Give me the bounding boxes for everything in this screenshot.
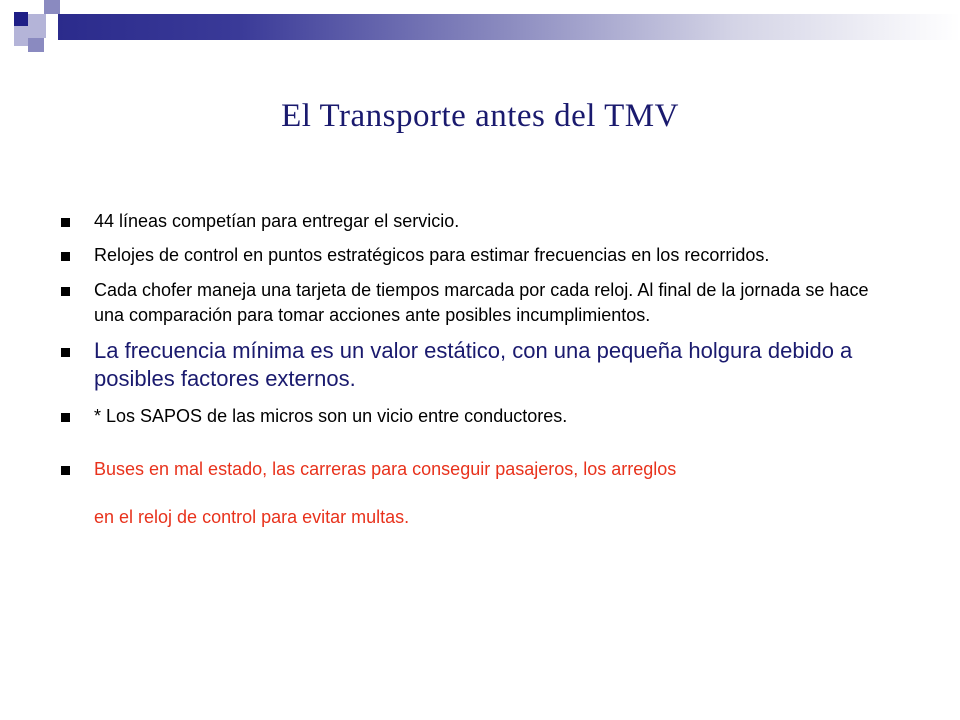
decor-square-dark (14, 12, 28, 26)
bullet-text: * Los SAPOS de las micros son un vicio entre conductores. (94, 406, 568, 426)
bullet-text: Cada chofer maneja una tarjeta de tiempos marcada por cada reloj. Al final de la jornada se hace una comparación para tomar acciones ante posibles incumplimientos. (94, 280, 869, 325)
bullet-text: 44 líneas competían para entregar el servicio. (94, 211, 460, 231)
bullet-item (58, 278, 888, 328)
decor-square-light (28, 14, 46, 38)
bullet-text-line2: en el reloj de control para evitar multas. (94, 507, 410, 527)
bullet-item (58, 210, 888, 233)
decor-square-mid (28, 38, 44, 52)
square-bullet-icon (61, 413, 70, 422)
bullet-item (58, 405, 888, 428)
bullet-item-alert (58, 458, 888, 537)
slide-title: El Transporte antes del TMV (281, 98, 679, 134)
square-bullet-icon (61, 218, 70, 227)
bullet-text: Relojes de control en puntos estratégicos para estimar frecuencias en los recorridos. (94, 245, 770, 265)
bullet-item-emphasis (58, 337, 888, 393)
square-bullet-icon (61, 287, 70, 296)
square-bullet-icon (61, 466, 70, 475)
decor-square-light (14, 26, 28, 46)
header-band (58, 14, 960, 40)
bullet-text: La frecuencia mínima es un valor estático, con una pequeña holgura debido a posibles factores externos. (94, 338, 853, 391)
decor-square-mid (44, 0, 60, 14)
bullet-list (58, 210, 888, 537)
bullet-item (58, 244, 888, 267)
square-bullet-icon (61, 252, 70, 261)
bullet-text-line1: Buses en mal estado, las carreras para conseguir pasajeros, los arreglos (94, 459, 677, 479)
square-bullet-icon (61, 348, 70, 357)
